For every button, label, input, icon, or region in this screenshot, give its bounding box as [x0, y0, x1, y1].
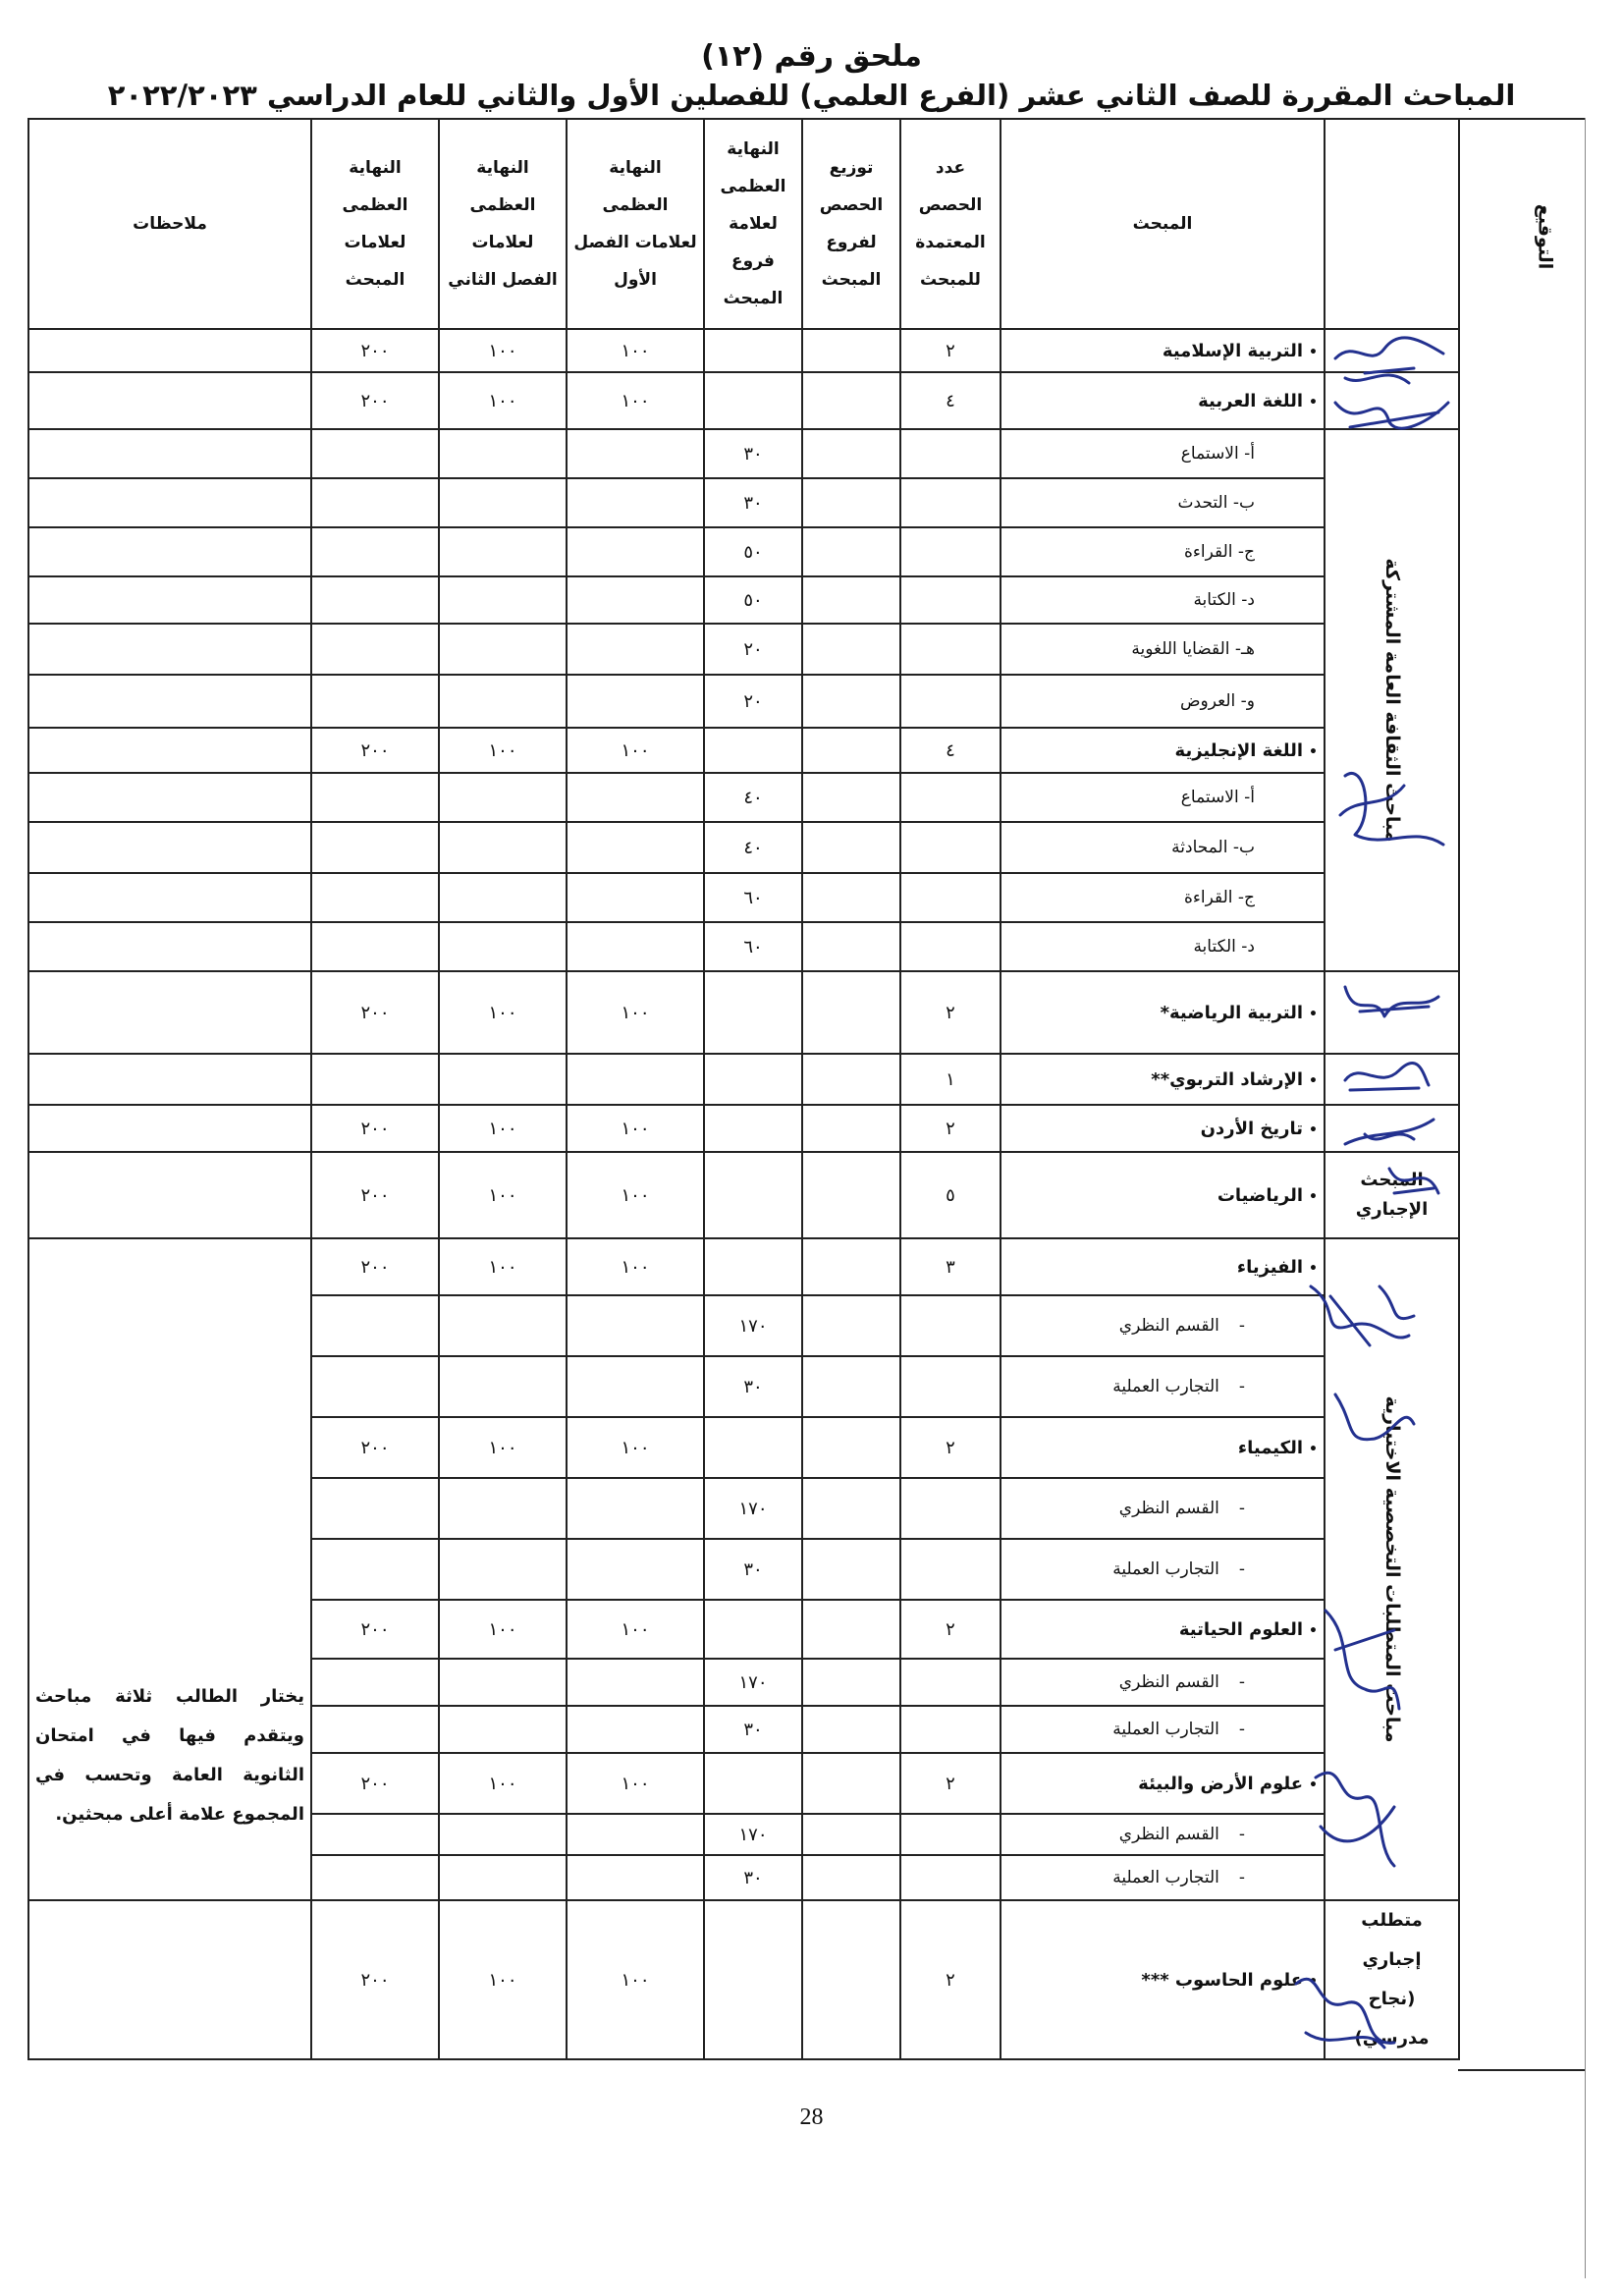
sem2-cell [439, 429, 567, 478]
distribution-cell [802, 624, 900, 675]
total-cell: ٢٠٠ [311, 1105, 439, 1152]
subject-cell: د- الكتابة [1001, 576, 1325, 624]
branch-cell: ٣٠ [704, 1855, 802, 1900]
subject-cell: •اللغة العربية [1001, 372, 1325, 429]
subject-cell: هـ- القضايا اللغوية [1001, 624, 1325, 675]
total-cell [311, 1356, 439, 1417]
sem1-cell [567, 1478, 704, 1539]
total-cell [311, 1478, 439, 1539]
branch-cell: ٣٠ [704, 478, 802, 527]
signature-mark [1306, 1591, 1414, 1738]
branch-cell [704, 329, 802, 372]
table-row [28, 478, 1459, 527]
table-row [28, 922, 1459, 971]
sem2-cell: ١٠٠ [439, 1753, 567, 1814]
signature-mark [1330, 1051, 1438, 1100]
table-row [28, 1105, 1459, 1152]
category-mandatory: المبحث الإجباري [1325, 1152, 1459, 1238]
sem1-cell [567, 873, 704, 922]
sem1-cell [567, 922, 704, 971]
notes-cell [28, 1105, 311, 1152]
subject-cell: •الرياضيات [1001, 1152, 1325, 1238]
branch-cell: ٤٠ [704, 822, 802, 873]
distribution-cell [802, 1238, 900, 1295]
distribution-cell [802, 1855, 900, 1900]
header-subject-max: النهاية العظمى لعلامات المبحث [311, 119, 439, 329]
total-cell [311, 429, 439, 478]
subject-cell: و- العروض [1001, 675, 1325, 728]
total-cell: ٢٠٠ [311, 1152, 439, 1238]
sem1-cell: ١٠٠ [567, 1900, 704, 2059]
signature-mark [1325, 756, 1453, 864]
distribution-cell [802, 1105, 900, 1152]
table-row [28, 873, 1459, 922]
distribution-cell [802, 429, 900, 478]
subject-cell: -القسم النظري [1001, 1659, 1325, 1706]
periods-cell: ١ [900, 1054, 1001, 1105]
notes-cell [28, 873, 311, 922]
table-row [28, 527, 1459, 576]
sem1-cell: ١٠٠ [567, 728, 704, 773]
signature-mark [1330, 972, 1448, 1031]
subject-cell: -القسم النظري [1001, 1814, 1325, 1855]
sem2-cell: ١٠٠ [439, 728, 567, 773]
subject-cell: •العلوم الحياتية [1001, 1600, 1325, 1659]
subject-cell: أ- الاستماع [1001, 429, 1325, 478]
sem1-cell: ١٠٠ [567, 971, 704, 1054]
notes-cell [28, 329, 311, 372]
total-cell [311, 624, 439, 675]
subject-cell: •التربية الإسلامية [1001, 329, 1325, 372]
sem1-cell [567, 675, 704, 728]
sem2-cell [439, 1659, 567, 1706]
sem2-cell [439, 822, 567, 873]
distribution-cell [802, 1600, 900, 1659]
sem1-cell [567, 576, 704, 624]
distribution-cell [802, 1814, 900, 1855]
subject-cell: ج- القراءة [1001, 873, 1325, 922]
subject-cell: -التجارب العملية [1001, 1356, 1325, 1417]
notes-cell [28, 478, 311, 527]
header-sem2-max: النهاية العظمى لعلامات الفصل الثاني [439, 119, 567, 329]
distribution-cell [802, 329, 900, 372]
periods-cell: ٢ [900, 329, 1001, 372]
periods-cell: ٤ [900, 728, 1001, 773]
sem1-cell [567, 1356, 704, 1417]
sem2-cell [439, 1539, 567, 1600]
category-computer: متطلب إجباري (نجاح مدرسي) [1325, 1900, 1459, 2059]
sem2-cell [439, 873, 567, 922]
category-elective: مباحث المتطلبات التخصصية الاختيارية [1325, 1238, 1459, 1900]
periods-cell: ٤ [900, 372, 1001, 429]
periods-cell [900, 1855, 1001, 1900]
branch-cell: ٣٠ [704, 1539, 802, 1600]
branch-cell: ١٧٠ [704, 1295, 802, 1356]
branch-cell: ٥٠ [704, 576, 802, 624]
subject-cell: •الإرشاد التربوي** [1001, 1054, 1325, 1105]
total-cell [311, 675, 439, 728]
distribution-cell [802, 1356, 900, 1417]
branch-cell [704, 372, 802, 429]
periods-cell [900, 1706, 1001, 1753]
branch-cell: ٢٠ [704, 624, 802, 675]
notes-cell [28, 429, 311, 478]
sem1-cell: ١٠٠ [567, 329, 704, 372]
sem1-cell [567, 1539, 704, 1600]
signature-header: التوقيع [1534, 203, 1556, 270]
periods-cell [900, 1539, 1001, 1600]
branch-cell [704, 1417, 802, 1478]
sem1-cell [567, 1706, 704, 1753]
branch-cell [704, 1600, 802, 1659]
header-branch-max: النهاية العظمى لعلامة فروع المبحث [704, 119, 802, 329]
sem1-cell [567, 1855, 704, 1900]
table-row [28, 624, 1459, 675]
sem1-cell [567, 1814, 704, 1855]
sem1-cell [567, 624, 704, 675]
total-cell: ٢٠٠ [311, 1417, 439, 1478]
table-row [28, 372, 1459, 429]
sem1-cell [567, 1295, 704, 1356]
distribution-cell [802, 478, 900, 527]
sem2-cell [439, 478, 567, 527]
total-cell: ٢٠٠ [311, 1753, 439, 1814]
sem2-cell [439, 624, 567, 675]
header-subject: المبحث [1001, 119, 1325, 329]
notes-cell [28, 576, 311, 624]
branch-cell: ١٧٠ [704, 1659, 802, 1706]
sem1-cell [567, 478, 704, 527]
distribution-cell [802, 822, 900, 873]
subject-cell: •الكيمياء [1001, 1417, 1325, 1478]
table-row [28, 1054, 1459, 1105]
sem2-cell: ١٠٠ [439, 1417, 567, 1478]
sem2-cell [439, 1356, 567, 1417]
sem2-cell [439, 1855, 567, 1900]
table-row [28, 1152, 1459, 1238]
distribution-cell [802, 873, 900, 922]
sem2-cell: ١٠٠ [439, 1900, 567, 2059]
notes-cell [28, 624, 311, 675]
periods-cell: ٢ [900, 971, 1001, 1054]
distribution-cell [802, 675, 900, 728]
subject-cell: ب- التحدث [1001, 478, 1325, 527]
sem2-cell [439, 1706, 567, 1753]
signature-mark [1291, 1267, 1429, 1365]
distribution-cell [802, 1152, 900, 1238]
notes-cell [28, 1152, 311, 1238]
notes-electives: يختار الطالب ثلاثة مباحث ويتقدم فيها في امتحان الثانوية العامة وتحسب في المجموع علامة أعلى مبحثين. [28, 1238, 311, 1900]
sem1-cell: ١٠٠ [567, 1417, 704, 1478]
subject-cell: •تاريخ الأردن [1001, 1105, 1325, 1152]
total-cell [311, 822, 439, 873]
subject-cell: •علوم الأرض والبيئة [1001, 1753, 1325, 1814]
subject-cell: ج- القراءة [1001, 527, 1325, 576]
sem1-cell: ١٠٠ [567, 1753, 704, 1814]
branch-cell: ١٧٠ [704, 1814, 802, 1855]
distribution-cell [802, 1706, 900, 1753]
document-title: المباحث المقررة للصف الثاني عشر (الفرع العلمي) للفصلين الأول والثاني للعام الدراسي ٢٠٢٢/٢٠٢٣ [107, 79, 1516, 112]
subject-cell: أ- الاستماع [1001, 773, 1325, 822]
periods-cell [900, 1478, 1001, 1539]
total-cell: ٢٠٠ [311, 329, 439, 372]
table-row [28, 675, 1459, 728]
branch-cell [704, 1900, 802, 2059]
distribution-cell [802, 1478, 900, 1539]
total-cell [311, 1539, 439, 1600]
total-cell [311, 922, 439, 971]
sem1-cell [567, 1054, 704, 1105]
sem2-cell: ١٠٠ [439, 1105, 567, 1152]
signature-mark [1335, 1110, 1443, 1159]
sem1-cell [567, 527, 704, 576]
signature-mark [1276, 1954, 1414, 2062]
distribution-cell [802, 1295, 900, 1356]
periods-cell: ٢ [900, 1417, 1001, 1478]
subject-cell: -التجارب العملية [1001, 1706, 1325, 1753]
branch-cell: ٣٠ [704, 1356, 802, 1417]
sem2-cell: ١٠٠ [439, 971, 567, 1054]
periods-cell: ٢ [900, 1600, 1001, 1659]
sem2-cell: ١٠٠ [439, 1238, 567, 1295]
header-notes: ملاحظات [28, 119, 311, 329]
subject-cell: ب- المحادثة [1001, 822, 1325, 873]
sem1-cell: ١٠٠ [567, 1152, 704, 1238]
total-cell [311, 1295, 439, 1356]
sem2-cell [439, 675, 567, 728]
signature-mark [1321, 383, 1458, 442]
periods-cell: ٣ [900, 1238, 1001, 1295]
table-row [28, 429, 1459, 478]
table-header-row [28, 119, 1459, 329]
periods-cell [900, 1356, 1001, 1417]
branch-cell [704, 1105, 802, 1152]
total-cell: ٢٠٠ [311, 1900, 439, 2059]
category-common: مباحث الثقافة العامة المشتركة [1325, 429, 1459, 971]
periods-cell [900, 1295, 1001, 1356]
subject-cell: -التجارب العملية [1001, 1855, 1325, 1900]
table-row [28, 1900, 1459, 2059]
sem1-cell [567, 773, 704, 822]
distribution-cell [802, 1054, 900, 1105]
periods-cell: ٢ [900, 1900, 1001, 2059]
notes-cell [28, 822, 311, 873]
distribution-cell [802, 1417, 900, 1478]
notes-cell [28, 1054, 311, 1105]
signature-column-frame [1458, 118, 1586, 2071]
sem2-cell [439, 527, 567, 576]
total-cell [311, 1814, 439, 1855]
signature-mark [1316, 1375, 1424, 1463]
distribution-cell [802, 773, 900, 822]
branch-cell [704, 1054, 802, 1105]
subject-cell: •التربية الرياضية* [1001, 971, 1325, 1054]
branch-cell: ٣٠ [704, 1706, 802, 1753]
periods-cell: ٢ [900, 1105, 1001, 1152]
sem2-cell [439, 576, 567, 624]
total-cell: ٢٠٠ [311, 372, 439, 429]
subject-cell: -القسم النظري [1001, 1478, 1325, 1539]
total-cell [311, 1659, 439, 1706]
subject-cell: •اللغة الإنجليزية [1001, 728, 1325, 773]
branch-cell [704, 1753, 802, 1814]
table-row [28, 576, 1459, 624]
periods-cell [900, 675, 1001, 728]
branch-cell: ٦٠ [704, 922, 802, 971]
periods-cell [900, 1659, 1001, 1706]
sem1-cell [567, 822, 704, 873]
table-row [28, 773, 1459, 822]
notes-cell [28, 527, 311, 576]
sem1-cell: ١٠٠ [567, 372, 704, 429]
periods-cell: ٢ [900, 1753, 1001, 1814]
signature-mark [1296, 1748, 1414, 1886]
branch-cell: ١٧٠ [704, 1478, 802, 1539]
periods-cell [900, 873, 1001, 922]
distribution-cell [802, 372, 900, 429]
distribution-cell [802, 922, 900, 971]
notes-cell [28, 971, 311, 1054]
periods-cell [900, 478, 1001, 527]
periods-cell [900, 773, 1001, 822]
subject-cell: •علوم الحاسوب *** [1001, 1900, 1325, 2059]
periods-cell [900, 822, 1001, 873]
distribution-cell [802, 1539, 900, 1600]
total-cell [311, 1855, 439, 1900]
total-cell: ٢٠٠ [311, 1238, 439, 1295]
sem1-cell: ١٠٠ [567, 1600, 704, 1659]
header-sem1-max: النهاية العظمى لعلامات الفصل الأول [567, 119, 704, 329]
notes-cell [28, 372, 311, 429]
branch-cell [704, 728, 802, 773]
sem2-cell: ١٠٠ [439, 1152, 567, 1238]
branch-cell [704, 971, 802, 1054]
periods-cell [900, 1814, 1001, 1855]
branch-cell: ٦٠ [704, 873, 802, 922]
notes-cell [28, 675, 311, 728]
header-category [1325, 119, 1459, 329]
periods-cell [900, 527, 1001, 576]
right-border-line [1585, 118, 1586, 2278]
sem1-cell: ١٠٠ [567, 1238, 704, 1295]
branch-cell: ٣٠ [704, 429, 802, 478]
distribution-cell [802, 1753, 900, 1814]
distribution-cell [802, 1659, 900, 1706]
sem2-cell [439, 1295, 567, 1356]
total-cell [311, 773, 439, 822]
distribution-cell [802, 576, 900, 624]
total-cell [311, 873, 439, 922]
sem2-cell [439, 922, 567, 971]
branch-cell: ٢٠ [704, 675, 802, 728]
distribution-cell [802, 971, 900, 1054]
periods-cell [900, 922, 1001, 971]
subject-cell: -التجارب العملية [1001, 1539, 1325, 1600]
distribution-cell [802, 1900, 900, 2059]
notes-cell [28, 1900, 311, 2059]
table-row [28, 329, 1459, 372]
distribution-cell [802, 527, 900, 576]
sem2-cell [439, 773, 567, 822]
table-row [28, 728, 1459, 773]
periods-cell [900, 429, 1001, 478]
sem1-cell [567, 429, 704, 478]
periods-cell [900, 624, 1001, 675]
distribution-cell [802, 728, 900, 773]
subject-cell: •الفيزياء [1001, 1238, 1325, 1295]
branch-cell: ٤٠ [704, 773, 802, 822]
total-cell [311, 1054, 439, 1105]
periods-cell [900, 576, 1001, 624]
sem2-cell [439, 1478, 567, 1539]
table-row [28, 971, 1459, 1054]
page-number: 28 [799, 2105, 824, 2130]
signature-mark [1375, 1154, 1453, 1213]
total-cell [311, 527, 439, 576]
branch-cell: ٥٠ [704, 527, 802, 576]
notes-cell [28, 922, 311, 971]
subject-cell: -القسم النظري [1001, 1295, 1325, 1356]
notes-cell [28, 773, 311, 822]
table-row [28, 822, 1459, 873]
sem2-cell: ١٠٠ [439, 1600, 567, 1659]
header-distribution: توزيع الحصص لفروع المبحث [802, 119, 900, 329]
sem2-cell [439, 1054, 567, 1105]
total-cell: ٢٠٠ [311, 728, 439, 773]
table-row [28, 1238, 1459, 1295]
total-cell [311, 576, 439, 624]
branch-cell [704, 1152, 802, 1238]
sem1-cell: ١٠٠ [567, 1105, 704, 1152]
sem2-cell [439, 1814, 567, 1855]
total-cell: ٢٠٠ [311, 1600, 439, 1659]
subjects-table [27, 118, 1460, 2060]
sem2-cell: ١٠٠ [439, 372, 567, 429]
total-cell [311, 478, 439, 527]
appendix-label: ملحق رقم (١٢) [701, 39, 922, 74]
total-cell [311, 1706, 439, 1753]
sem2-cell: ١٠٠ [439, 329, 567, 372]
branch-cell [704, 1238, 802, 1295]
header-periods: عدد الحصص المعتمدة للمبحث [900, 119, 1001, 329]
total-cell: ٢٠٠ [311, 971, 439, 1054]
sem1-cell [567, 1659, 704, 1706]
notes-cell [28, 728, 311, 773]
periods-cell: ٥ [900, 1152, 1001, 1238]
subject-cell: د- الكتابة [1001, 922, 1325, 971]
